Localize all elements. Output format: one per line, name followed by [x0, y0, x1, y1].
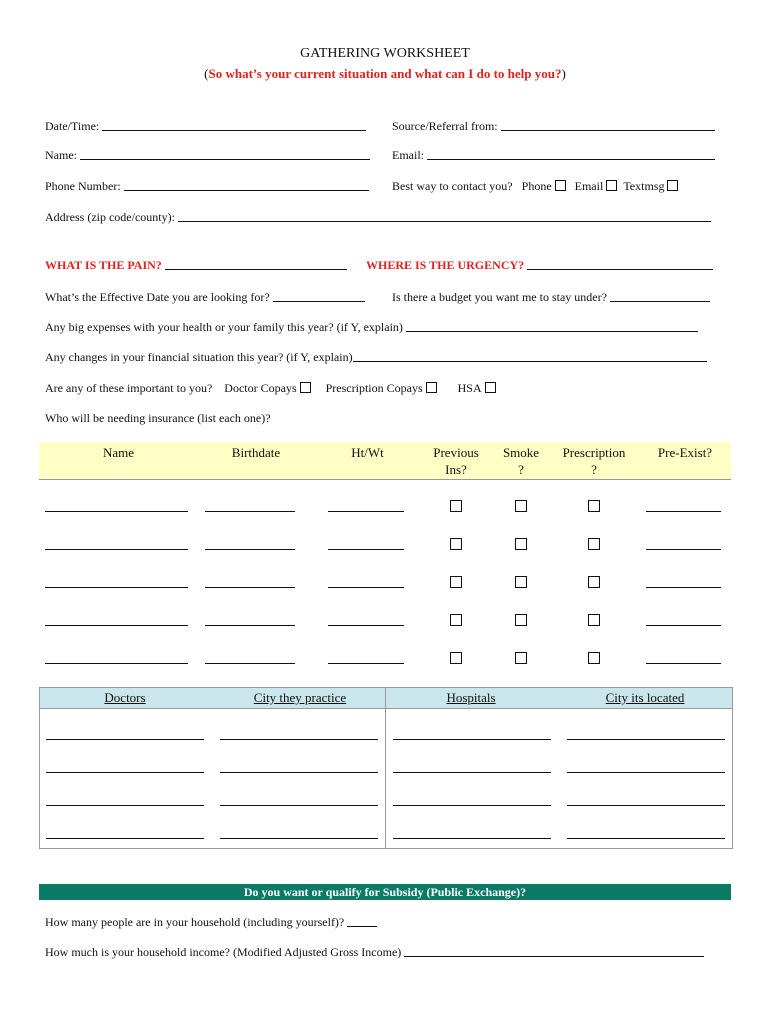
row-preexist-input[interactable] — [646, 587, 721, 588]
phone-input[interactable] — [124, 180, 369, 191]
pain-label: WHAT IS THE PAIN? — [45, 258, 162, 272]
hsa-checkbox[interactable] — [485, 382, 496, 393]
big-expenses-label: Any big expenses with your health or your family this year? (if Y, explain) — [45, 320, 403, 334]
city-practice-header: City they practice — [253, 690, 347, 705]
row-name-input[interactable] — [45, 587, 188, 588]
row-city-practice-input[interactable] — [220, 772, 378, 773]
phone-label: Phone Number: — [45, 179, 121, 193]
row-htwt-input[interactable] — [328, 587, 404, 588]
effective-date-input[interactable] — [273, 291, 365, 302]
col-htwt-header: Ht/Wt — [351, 445, 384, 460]
col-previous-ins-header — [421, 444, 491, 478]
contact-text-label: Textmsg — [623, 179, 665, 193]
doctors-header: Doctors — [104, 690, 146, 705]
subtitle-open-paren: ( — [204, 66, 209, 81]
phone-field — [45, 179, 369, 194]
col-prescription-header — [551, 444, 637, 478]
subsidy-banner: Do you want or qualify for Subsidy (Public Exchange)? — [39, 884, 731, 900]
row-hospital-input[interactable] — [393, 805, 551, 806]
row-preexist-input[interactable] — [646, 511, 721, 512]
subtitle-close-paren: ) — [561, 66, 566, 81]
important-label: Are any of these important to you? — [45, 381, 213, 395]
row-city-located-input[interactable] — [567, 805, 725, 806]
urgency-field — [366, 258, 713, 273]
contact-text-checkbox[interactable] — [667, 180, 678, 191]
row-prescription-checkbox[interactable] — [588, 576, 600, 588]
col-prescription-line1: Prescription — [562, 445, 626, 460]
budget-label: Is there a budget you want me to stay under? — [392, 290, 607, 304]
important-field — [45, 381, 496, 396]
household-income-field — [45, 945, 704, 960]
budget-field — [392, 290, 710, 305]
address-input[interactable] — [178, 211, 711, 222]
prescription-copays-label: Prescription Copays — [325, 381, 423, 395]
row-prescription-checkbox[interactable] — [588, 652, 600, 664]
household-size-input[interactable] — [347, 916, 377, 927]
row-hospital-input[interactable] — [393, 739, 551, 740]
col-name-header: Name — [102, 445, 135, 460]
row-htwt-input[interactable] — [328, 511, 404, 512]
household-income-label: How much is your household income? (Modified Adjusted Gross Income) — [45, 945, 402, 959]
contact-phone-label: Phone — [521, 179, 552, 193]
people-table-header — [39, 442, 731, 480]
row-previous-ins-checkbox[interactable] — [450, 500, 462, 512]
row-hospital-input[interactable] — [393, 838, 551, 839]
row-smoke-checkbox[interactable] — [515, 576, 527, 588]
row-htwt-input[interactable] — [328, 663, 404, 664]
email-input[interactable] — [427, 149, 715, 160]
address-label: Address (zip code/county): — [45, 210, 175, 224]
col-previous-line2: Ins? — [445, 462, 467, 477]
row-birthdate-input[interactable] — [205, 587, 295, 588]
source-label: Source/Referral from: — [392, 119, 498, 133]
col-smoke-header — [496, 444, 546, 478]
col-preexist-header: Pre-Exist? — [657, 445, 713, 460]
financial-changes-field — [45, 350, 707, 365]
row-city-practice-input[interactable] — [220, 838, 378, 839]
pain-field — [45, 258, 347, 273]
contact-email-label: Email — [574, 179, 604, 193]
row-name-input[interactable] — [45, 511, 188, 512]
row-name-input[interactable] — [45, 549, 188, 550]
effective-date-field — [45, 290, 365, 305]
row-doctor-input[interactable] — [46, 838, 204, 839]
prescription-copays-checkbox[interactable] — [426, 382, 437, 393]
source-field — [392, 119, 715, 134]
row-birthdate-input[interactable] — [205, 663, 295, 664]
doctor-copays-label: Doctor Copays — [224, 381, 297, 395]
row-doctor-input[interactable] — [46, 772, 204, 773]
datetime-input[interactable] — [102, 120, 366, 131]
row-smoke-checkbox[interactable] — [515, 614, 527, 626]
row-smoke-checkbox[interactable] — [515, 652, 527, 664]
col-smoke-line2: ? — [518, 462, 524, 477]
row-prescription-checkbox[interactable] — [588, 500, 600, 512]
datetime-field — [45, 119, 366, 134]
subtitle-text: So what’s your current situation and what can I do to help you? — [208, 66, 562, 81]
col-previous-line1: Previous — [433, 445, 479, 460]
name-label: Name: — [45, 148, 77, 162]
row-previous-ins-checkbox[interactable] — [450, 652, 462, 664]
row-birthdate-input[interactable] — [205, 625, 295, 626]
page-subtitle — [0, 66, 770, 82]
row-previous-ins-checkbox[interactable] — [450, 614, 462, 626]
row-smoke-checkbox[interactable] — [515, 538, 527, 550]
doctors-hospitals-table — [39, 687, 733, 849]
datetime-label: Date/Time: — [45, 119, 100, 133]
urgency-input[interactable] — [527, 259, 713, 270]
row-birthdate-input[interactable] — [205, 549, 295, 550]
row-hospital-input[interactable] — [393, 772, 551, 773]
household-size-label: How many people are in your household (including yourself)? — [45, 915, 345, 929]
doctor-copays-checkbox[interactable] — [300, 382, 311, 393]
row-city-located-input[interactable] — [567, 838, 725, 839]
row-doctor-input[interactable] — [46, 739, 204, 740]
row-smoke-checkbox[interactable] — [515, 500, 527, 512]
source-input[interactable] — [501, 120, 715, 131]
household-income-input[interactable] — [404, 946, 704, 957]
big-expenses-field — [45, 320, 698, 335]
row-name-input[interactable] — [45, 663, 188, 664]
row-previous-ins-checkbox[interactable] — [450, 538, 462, 550]
row-preexist-input[interactable] — [646, 549, 721, 550]
email-field — [392, 148, 715, 163]
col-prescription-line2: ? — [591, 462, 597, 477]
row-city-practice-input[interactable] — [220, 739, 378, 740]
row-city-located-input[interactable] — [567, 739, 725, 740]
hsa-label: HSA — [457, 381, 482, 395]
row-city-practice-input[interactable] — [220, 805, 378, 806]
big-expenses-input[interactable] — [406, 321, 698, 332]
contact-method-label: Best way to contact you? — [392, 179, 513, 193]
effective-date-label: What’s the Effective Date you are looking for? — [45, 290, 270, 304]
contact-phone-checkbox[interactable] — [555, 180, 566, 191]
email-label: Email: — [392, 148, 424, 162]
col-birthdate-header: Birthdate — [231, 445, 281, 460]
urgency-label: WHERE IS THE URGENCY? — [366, 258, 525, 272]
pain-input[interactable] — [165, 259, 347, 270]
household-size-field — [45, 915, 377, 930]
name-field — [45, 148, 370, 163]
city-located-header: City its located — [605, 690, 685, 705]
row-prescription-checkbox[interactable] — [588, 614, 600, 626]
row-city-located-input[interactable] — [567, 772, 725, 773]
contact-email-checkbox[interactable] — [606, 180, 617, 191]
col-smoke-line1: Smoke — [502, 445, 540, 460]
doctors-table-divider — [385, 688, 386, 848]
hospitals-header: Hospitals — [446, 690, 496, 705]
page-title: GATHERING WORKSHEET — [300, 46, 470, 61]
row-htwt-input[interactable] — [328, 549, 404, 550]
financial-changes-input[interactable] — [353, 351, 707, 362]
row-prescription-checkbox[interactable] — [588, 538, 600, 550]
address-field — [45, 210, 711, 225]
contact-method-field — [392, 179, 678, 194]
who-needs-insurance-label: Who will be needing insurance (list each one)? — [45, 411, 271, 425]
financial-changes-label: Any changes in your financial situation this year? (if Y, explain) — [45, 350, 353, 364]
row-htwt-input[interactable] — [328, 625, 404, 626]
row-name-input[interactable] — [45, 625, 188, 626]
row-doctor-input[interactable] — [46, 805, 204, 806]
name-input[interactable] — [80, 149, 370, 160]
row-preexist-input[interactable] — [646, 663, 721, 664]
row-preexist-input[interactable] — [646, 625, 721, 626]
row-previous-ins-checkbox[interactable] — [450, 576, 462, 588]
budget-input[interactable] — [610, 291, 710, 302]
row-birthdate-input[interactable] — [205, 511, 295, 512]
